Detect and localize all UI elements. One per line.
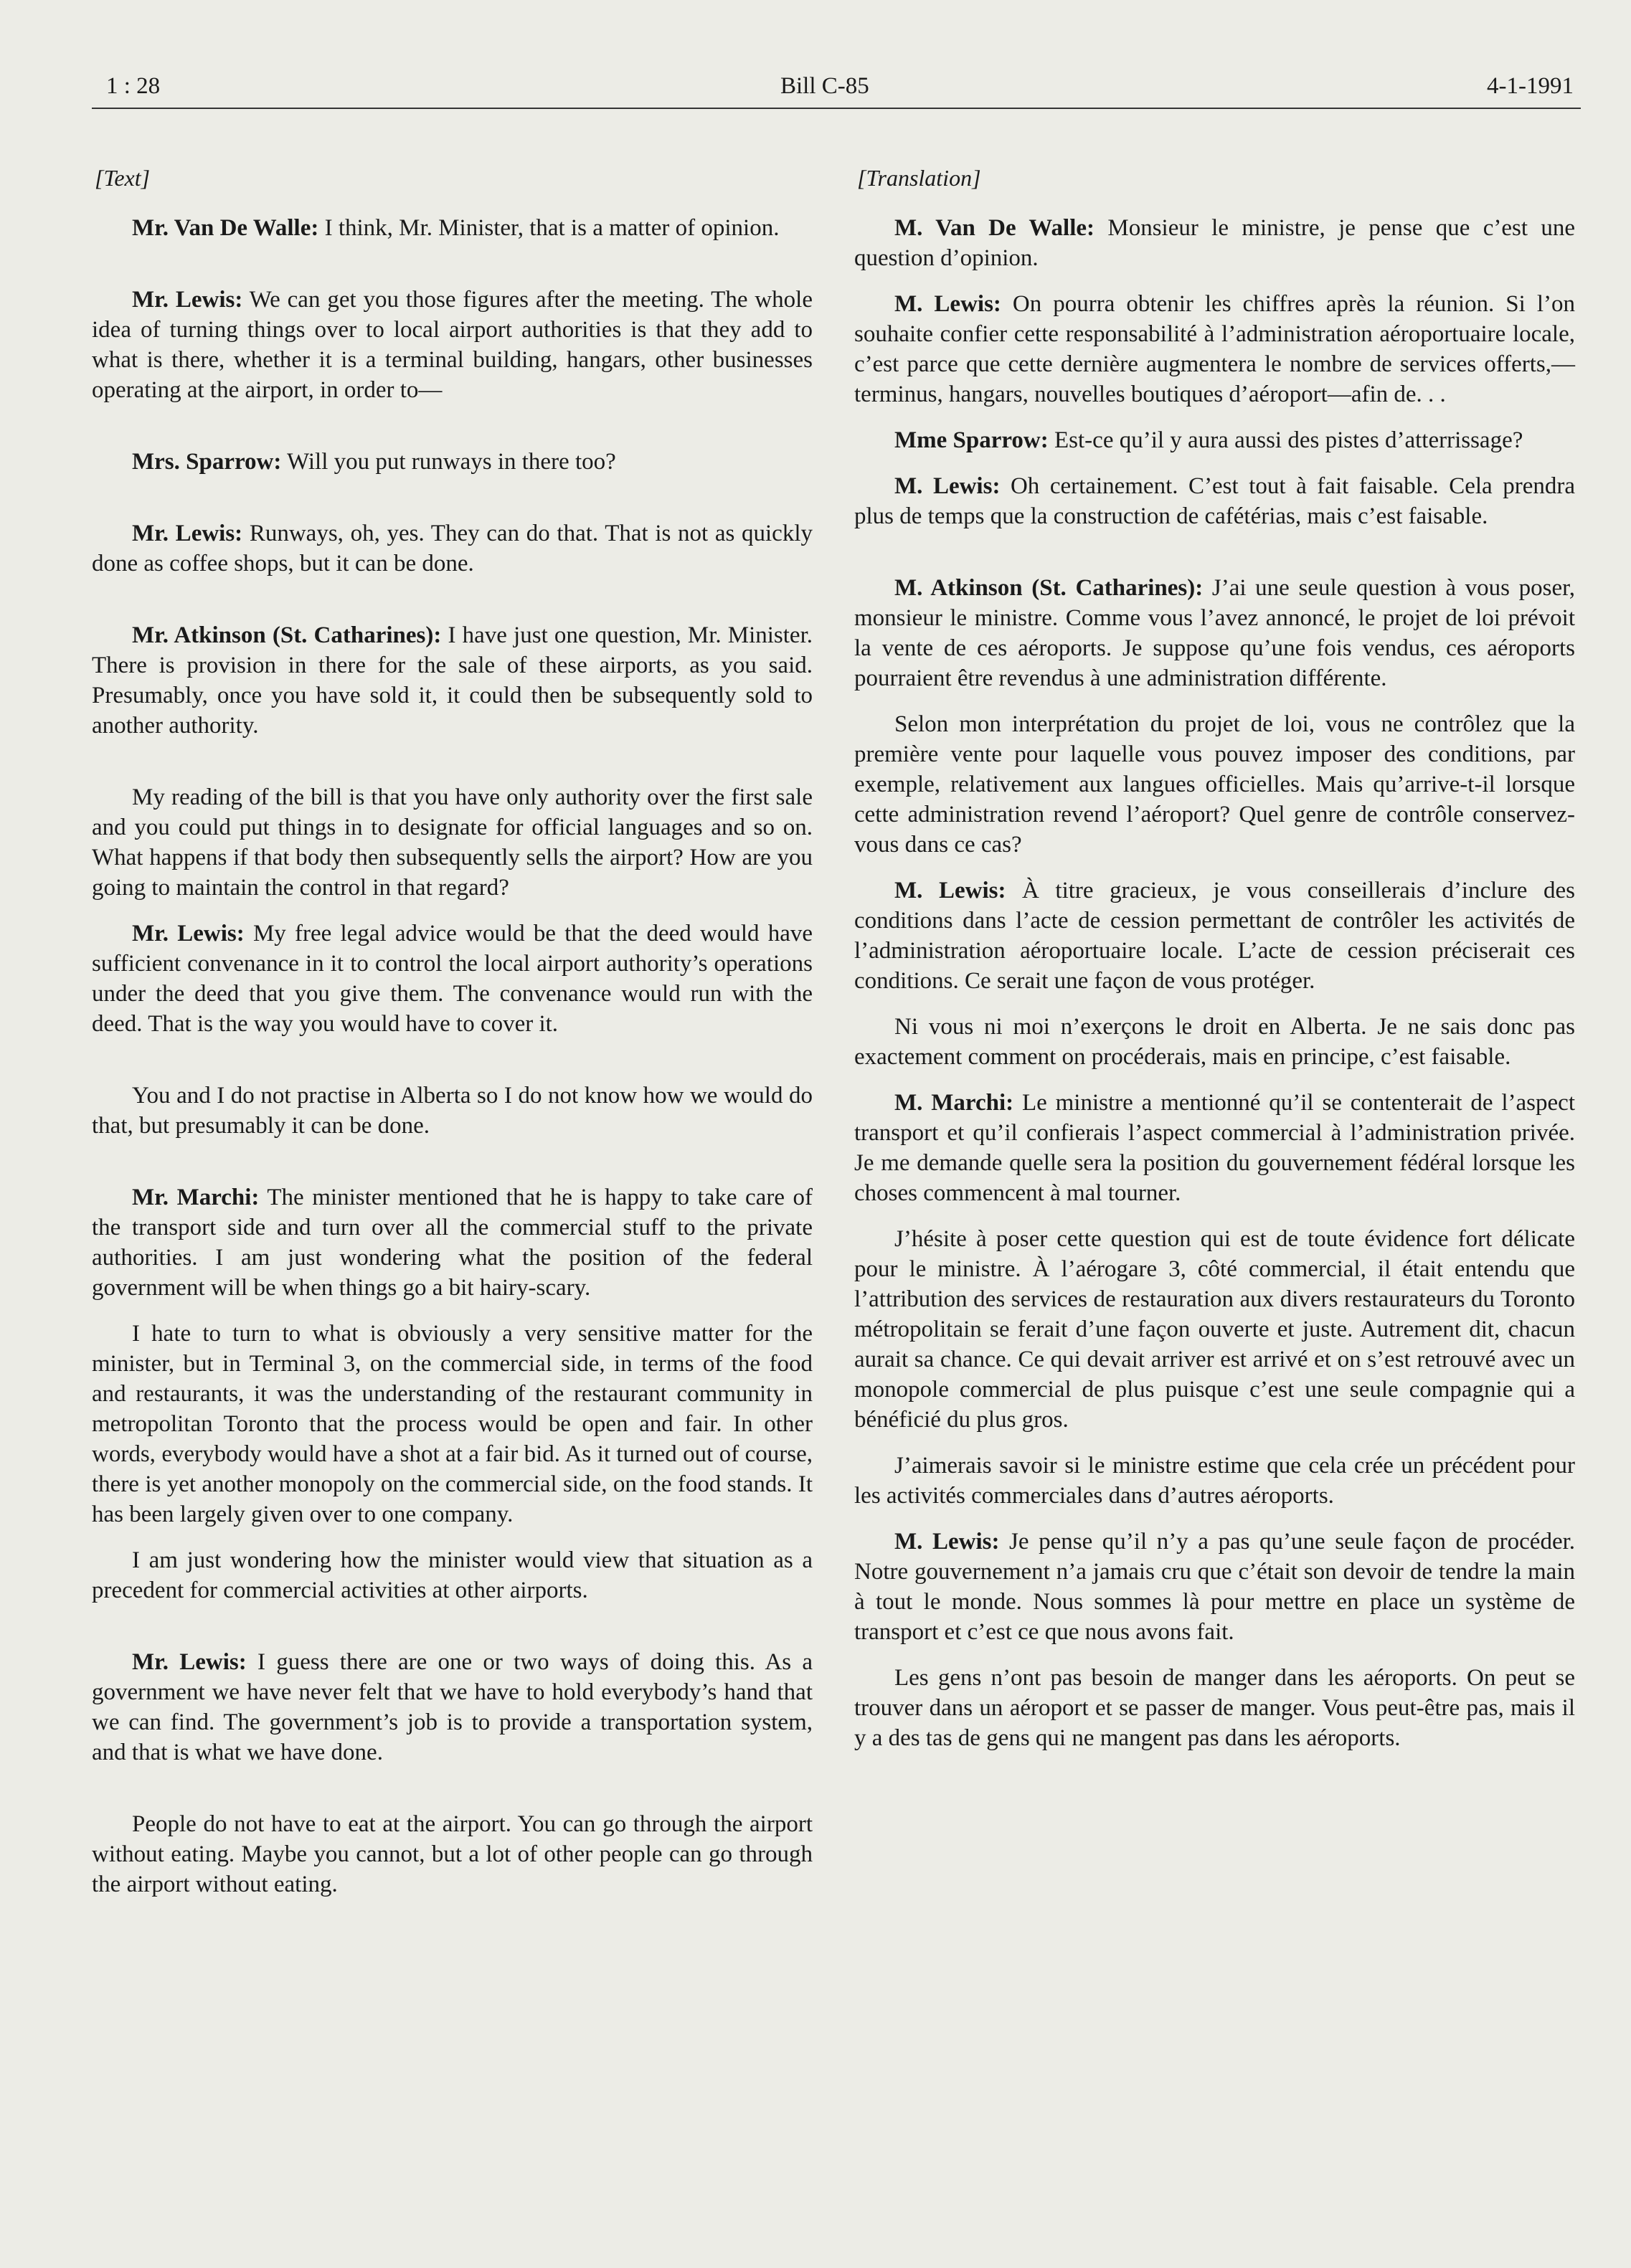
paragraph-text: On pourra obtenir les chiffres après la réunion. Si l’on souhaite confier cette responsabilité à l’administration aéroportuaire locale, c’est parce que cette dernière augmentera le nombre de services offerts,—terminus, hangars, nouvelles boutiques d’aéroport—afin de. . .	[854, 291, 1575, 407]
speaker-name: Mr. Lewis:	[132, 1649, 247, 1675]
paragraph	[854, 1451, 1575, 1511]
speaker-name: M. Atkinson (St. Catharines):	[894, 575, 1204, 601]
paragraph	[92, 1081, 813, 1141]
speaker-name: M. Lewis:	[894, 291, 1001, 317]
paragraph	[92, 213, 813, 243]
paragraph-text: Oh certainement. C’est tout à fait faisable. Cela prendra plus de temps que la construction de cafétérias, mais c’est faisable.	[854, 473, 1576, 529]
paragraph-text: Ni vous ni moi n’exerçons le droit en Alberta. Je ne sais donc pas exactement comment on procéderais, mais en principe, c’est faisable.	[854, 1014, 1575, 1070]
paragraph-text: The minister mentioned that he is happy to take care of the transport side and turn over all the commercial stuff to the private authorities. I am just wondering what the position of the federal government will be when things go a bit hairy-scary.	[92, 1185, 813, 1301]
speaker-name: M. Marchi:	[894, 1090, 1014, 1116]
paragraph	[92, 620, 813, 741]
bilingual-columns	[92, 165, 1581, 1899]
paragraph	[854, 573, 1575, 693]
paragraph-text: We can get you those figures after the meeting. The whole idea of turning things over to local airport authorities is that they add to what is there, whether it is a terminal building, hangars, other businesses operating at the airport, in order to—	[92, 287, 813, 403]
paragraph	[854, 1088, 1575, 1208]
paragraph-text: My reading of the bill is that you have only authority over the first sale and you could put things in to designate for official languages and so on. What happens if that body then subsequently sells the airport? How are you going to maintain the control in that regard?	[92, 784, 813, 901]
paragraph	[854, 876, 1575, 996]
speaker-name: M. Lewis:	[894, 473, 1001, 499]
french-column	[854, 165, 1575, 1899]
paragraph	[92, 1182, 813, 1303]
paragraph-text: You and I do not practise in Alberta so I do not know how we would do that, but presumably it can be done.	[92, 1083, 813, 1139]
paragraph	[854, 425, 1575, 455]
paragraph	[92, 1319, 813, 1529]
speaker-name: Mr. Marchi:	[132, 1185, 260, 1210]
paragraph	[854, 1224, 1575, 1435]
paragraph-text: My free legal advice would be that the deed would have sufficient convenance in it to control the local airport authority’s operations under the deed that you give them. The convenance would run with the deed. That is the way you would have to cover it.	[92, 921, 813, 1037]
paragraph	[854, 471, 1575, 531]
speaker-name: Mr. Lewis:	[132, 521, 243, 546]
paragraph	[92, 1647, 813, 1768]
paragraph-text: People do not have to eat at the airport. You can go through the airport without eating. Maybe you cannot, but a lot of other people can go through the airport without eating.	[92, 1811, 813, 1897]
paragraph-text: J’aimerais savoir si le ministre estime que cela crée un précédent pour les activités commerciales dans d’autres aéroports.	[854, 1453, 1575, 1509]
page-reference: 1 : 28	[106, 73, 161, 99]
speaker-name: M. Van De Walle:	[894, 215, 1095, 241]
paragraph	[854, 1663, 1575, 1753]
paragraph	[854, 289, 1575, 409]
speaker-name: Mrs. Sparrow:	[132, 449, 282, 475]
paragraph	[92, 782, 813, 903]
speaker-name: Mr. Atkinson (St. Catharines):	[132, 622, 442, 648]
english-column-label: [Text]	[95, 165, 151, 191]
paragraph	[854, 1012, 1575, 1072]
paragraph-text: I guess there are one or two ways of doing this. As a government we have never felt that we have to hold everybody’s hand that we can find. The government’s job is to provide a transportation system, and that is what we have done.	[92, 1649, 813, 1765]
paragraph-text: J’hésite à poser cette question qui est de toute évidence fort délicate pour le ministre. À l’aérogare 3, côté commercial, il était entendu que l’attribution des services de restauration aux divers restaurateurs du Toronto métropolitain se ferait d’une façon ouverte et juste. Autrement dit, chacun aurait sa chance. Ce qui devait arriver est arrivé et on s’est retrouvé avec un monopole commercial de plus puisque c’est une seule compagnie qui a bénéficié du plus gros.	[854, 1226, 1575, 1433]
paragraph-text: Je pense qu’il n’y a pas qu’une seule façon de procéder. Notre gouvernement n’a jamais cru que c’était son devoir de tendre la main à tout le monde. Nous sommes là pour mettre en place un système de transport et c’est ce que nous avons fait.	[854, 1529, 1576, 1645]
paragraph-text: Will you put runways in there too?	[281, 449, 616, 475]
paragraph	[92, 447, 813, 477]
paragraph	[92, 919, 813, 1039]
paragraph-text: À titre gracieux, je vous conseillerais d’inclure des conditions dans l’acte de cession permettant de contrôler les activités de l’administration aéroportuaire locale. L’acte de cession préciserait ces conditions. Ce serait une façon de vous protéger.	[854, 878, 1575, 994]
page-header	[92, 65, 1581, 109]
paragraph-text: J’ai une seule question à vous poser, monsieur le ministre. Comme vous l’avez annoncé, le projet de loi prévoit la vente de ces aéroports. Je suppose qu’une fois vendus, ces aéroports pourraient être revendus à une administration différente.	[854, 575, 1576, 691]
paragraph-text: Est-ce qu’il y aura aussi des pistes d’atterrissage?	[1048, 427, 1523, 453]
paragraph-text: Selon mon interprétation du projet de loi, vous ne contrôlez que la première vente pour laquelle vous pouvez imposer des conditions, par exemple, relativement aux langues officielles. Mais qu’arrive-t-il lorsque cette administration revend l’aéroport? Quel genre de contrôle conservez-vous dans ce cas?	[854, 711, 1575, 858]
paragraph-text: Les gens n’ont pas besoin de manger dans les aéroports. On peut se trouver dans un aéroport et se passer de manger. Vous peut-être pas, mais il y a des tas de gens qui ne mangent pas dans les aéroports.	[854, 1665, 1575, 1751]
speaker-name: Mr. Van De Walle:	[132, 215, 319, 241]
paragraph	[854, 1527, 1575, 1647]
paragraph	[854, 709, 1575, 860]
paragraph-text: Runways, oh, yes. They can do that. That is not as quickly done as coffee shops, but it can be done.	[92, 521, 813, 577]
paragraph	[92, 518, 813, 579]
paragraph-text: I think, Mr. Minister, that is a matter of opinion.	[318, 215, 780, 241]
paragraph	[92, 1545, 813, 1605]
speaker-name: Mr. Lewis:	[132, 287, 243, 313]
paragraph-text: I have just one question, Mr. Minister. There is provision in there for the sale of these airports, as you said. Presumably, once you have sold it, it could then be subsequently sold to another authority.	[92, 622, 813, 739]
paragraph	[92, 1809, 813, 1899]
page-date: 4-1-1991	[1487, 73, 1574, 99]
paragraph-text: Le ministre a mentionné qu’il se contenterait de l’aspect transport et qu’il confierais l’aspect commercial à l’administration privée. Je me demande quelle sera la position du gouvernement fédéral lorsque les choses commencent à mal tourner.	[854, 1090, 1575, 1206]
speaker-name: M. Lewis:	[894, 1529, 1000, 1555]
speaker-name: Mme Sparrow:	[894, 427, 1049, 453]
paragraph-text: I am just wondering how the minister would view that situation as a precedent for commercial activities at other airports.	[92, 1547, 813, 1603]
paragraph-text: Monsieur le ministre, je pense que c’est une question d’opinion.	[854, 215, 1575, 271]
paragraph-text: I hate to turn to what is obviously a very sensitive matter for the minister, but in Terminal 3, on the commercial side, in terms of the food and restaurants, it was the understanding of the restaurant community in metropolitan Toronto that the process would be open and fair. In other words, everybody would have a shot at a fair bid. As it turned out of course, there is yet another monopoly on the commercial side, on the food stands. It has been largely given over to one company.	[92, 1321, 813, 1527]
french-column-label: [Translation]	[857, 165, 981, 191]
speaker-name: Mr. Lewis:	[132, 921, 245, 946]
paragraph	[854, 213, 1575, 273]
bill-title: Bill C-85	[780, 73, 869, 99]
english-column	[92, 165, 813, 1899]
speaker-name: M. Lewis:	[894, 878, 1006, 903]
paragraph	[92, 285, 813, 405]
